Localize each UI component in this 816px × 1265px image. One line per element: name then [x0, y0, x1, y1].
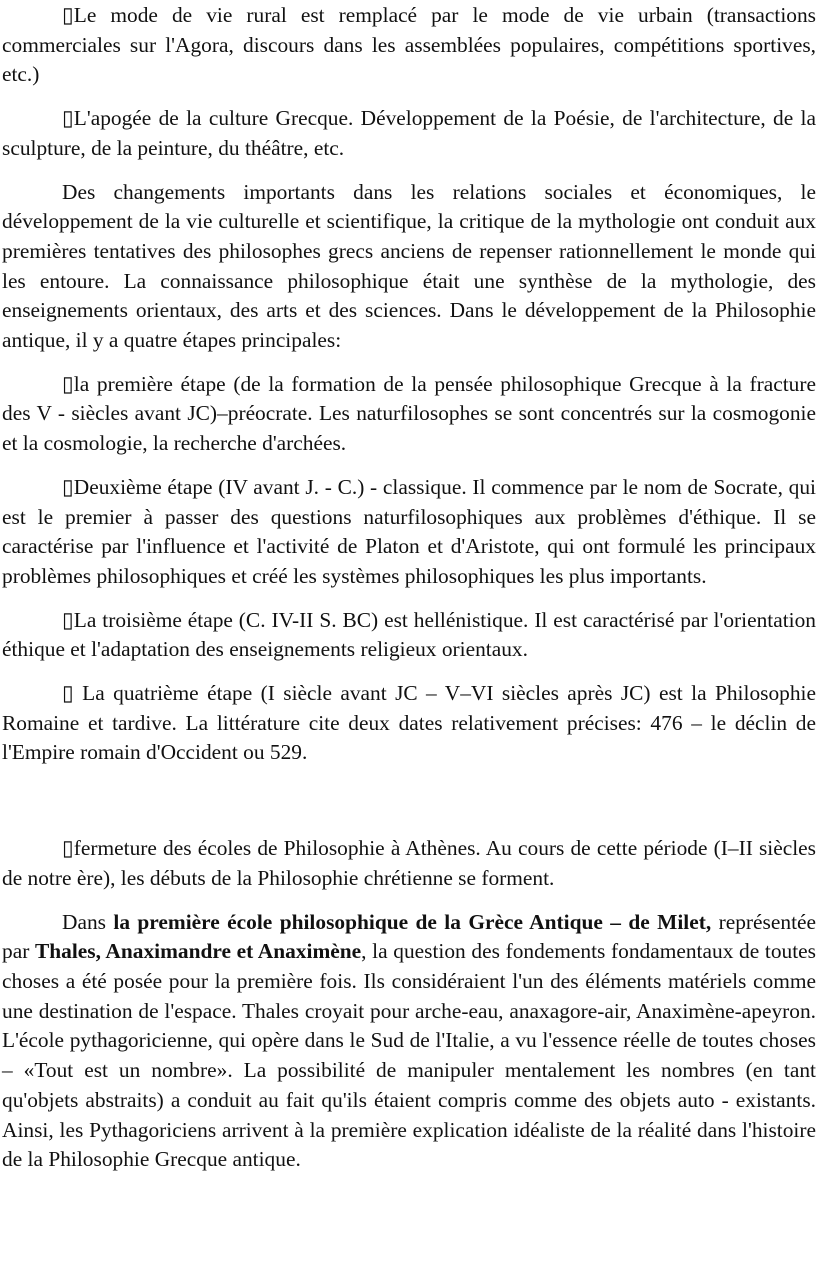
square-bullet-icon: ▯: [62, 106, 74, 131]
paragraph-text: La troisième étape (C. IV-II S. BC) est hellénistique. Il est caractérisé par l'orientation éthique et l'adaptation des enseignements religieux orientaux.: [2, 607, 816, 662]
bold-school-name: la première école philosophique de la Grèce Antique – de Milet,: [113, 909, 712, 934]
paragraph-third-stage: [2, 606, 816, 665]
paragraph-urban-life: [2, 1, 816, 90]
square-bullet-icon: ▯: [62, 681, 74, 706]
paragraph-first-stage: [2, 370, 816, 459]
paragraph-text: La quatrième étape (I siècle avant JC – V–VI siècles après JC) est la Philosophie Romaine et tardive. La littérature cite deux dates relativement précises: 476 – le déclin de l'Empire romain d'Occident ou 529.: [2, 681, 816, 765]
square-bullet-icon: ▯: [62, 836, 74, 861]
paragraph-text-part: représentée par: [2, 909, 816, 964]
paragraph-milet-school: [2, 908, 816, 1175]
paragraph-text: L'apogée de la culture Grecque. Développement de la Poésie, de l'architecture, de la sculpture, de la peinture, du théâtre, etc.: [2, 106, 816, 160]
paragraph-text: fermeture des écoles de Philosophie à Athènes. Au cours de cette période (I–II siècles de notre ère), les débuts de la Philosophie chrétienne se forment.: [2, 836, 816, 890]
paragraph-second-stage: [2, 473, 816, 592]
square-bullet-icon: ▯: [62, 371, 74, 396]
paragraph-social-changes: [2, 178, 816, 356]
paragraph-text-part: Dans: [62, 909, 114, 934]
paragraph-athens-schools: [2, 834, 816, 893]
paragraph-text: Deuxième étape (IV avant J. - C.) - classique. Il commence par le nom de Socrate, qui est le premier à passer des questions naturfilosophiques aux problèmes d'éthique. Il se caractérise par l'influence et l'activité de Platon et d'Aristote, qui ont formulé les principaux problèmes philosophiques et créé les systèmes philosophiques les plus importants.: [2, 474, 816, 588]
paragraph-text: Le mode de vie rural est remplacé par le mode de vie urbain (transactions commerciales sur l'Agora, discours dans les assemblées populaires, compétitions sportives, etc.): [2, 3, 816, 87]
paragraph-greek-culture: [2, 104, 816, 163]
square-bullet-icon: ▯: [62, 3, 74, 27]
paragraph-text-part: , la question des fondements fondamentaux de toutes choses a été posée pour la première fois. Ils considéraient l'un des éléments matériels comme une destination de l'espace. Thales croyait pour arche-eau, anaxagore-air, Anaximène-apeyron. L'école pythagoricienne, qui opère dans le Sud de l'Italie, a vu l'essence réelle de toutes choses – «Tout est un nombre». La possibilité de manipuler mentalement les nombres (en tant qu'objets abstraits) a conduit au fait qu'ils étaient compris comme des objets auto - existants. Ainsi, les Pythagoriciens arrivent à la première explication idéaliste de la réalité dans l'histoire de la Philosophie Grecque antique.: [2, 939, 816, 1172]
paragraph-text: la première étape (de la formation de la pensée philosophique Grecque à la fracture des V - siècles avant JC)–préocrate. Les naturfilosophes se sont concentrés sur la cosmogonie et la cosmologie, la recherche d'archées.: [2, 371, 816, 456]
square-bullet-icon: ▯: [62, 607, 74, 632]
paragraph-text: Des changements importants dans les relations sociales et économiques, le développement de la vie culturelle et scientifique, la critique de la mythologie ont conduit aux premières tentatives des philosophes grecs anciens de repenser rationnellement le monde qui les entoure. La connaissance philosophique était une synthèse de la mythologie, des enseignements orientaux, des arts et des sciences. Dans le développement de la Philosophie antique, il y a quatre étapes principales:: [2, 179, 816, 353]
square-bullet-icon: ▯: [62, 474, 74, 499]
paragraph-fourth-stage: [2, 679, 816, 768]
bold-philosopher-names: Thales, Anaximandre et Anaximène: [34, 939, 362, 964]
